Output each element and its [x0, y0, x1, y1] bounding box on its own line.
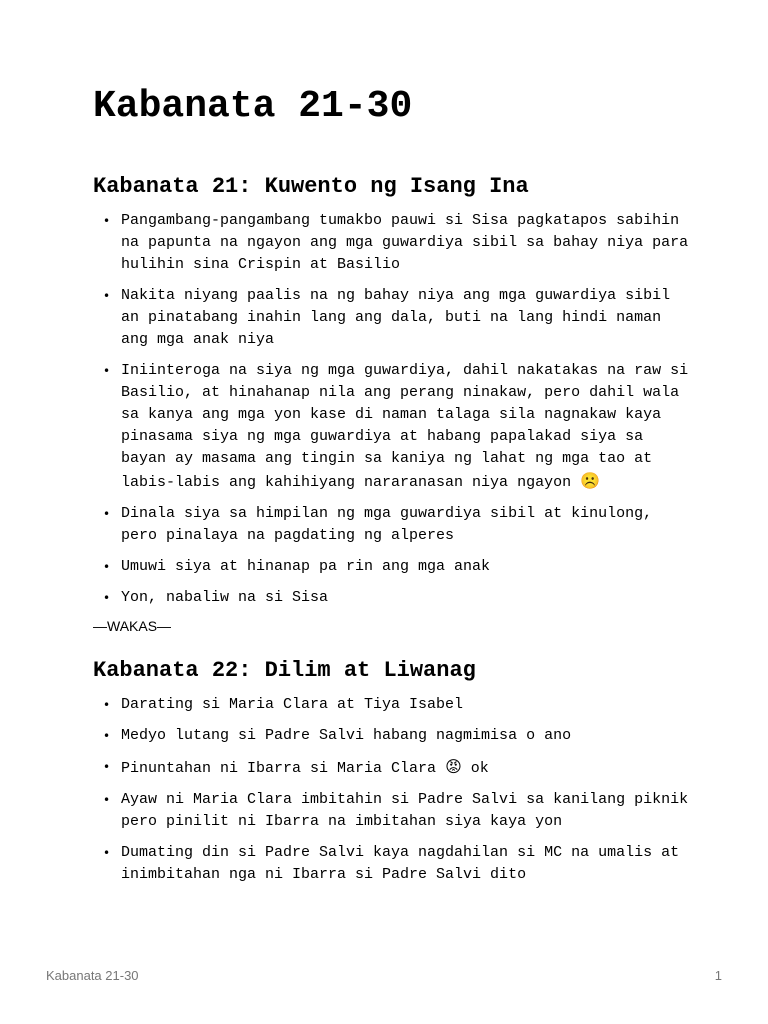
bullet-icon: • — [103, 214, 111, 228]
footer-page-number: 1 — [714, 968, 722, 983]
list-item: • Iniinteroga na siya ng mga guwardiya, dahil nakatakas na raw si Basilio, at hinahanap nila ang perang ninakaw, pero dahil wala sa kanya ang mga yon kase di naman talaga sila nagnakaw kaya pinasama siya ng mga guwardiya at habang papalakad siya sa bayan ay masama ang tingin sa kaniya ng lahat ng mga tao at labis-labis ang kahihiyang nararanasan niya ngayon ☹️ — [103, 362, 698, 491]
list-item: • Ayaw ni Maria Clara imbitahin si Padre Salvi sa kanilang piknik pero pinilit ni Ibarra na imbitahan siya kaya yon — [103, 791, 698, 830]
list-item: • Dumating din si Padre Salvi kaya nagdahilan si MC na umalis at inimbitahan nga ni Ibarra si Padre Salvi dito — [103, 844, 689, 883]
bullet-icon: • — [103, 289, 111, 303]
bullet-icon: • — [103, 591, 111, 605]
list-item: • Nakita niyang paalis na ng bahay niya ang mga guwardiya sibil an pinatabang inahin lang ang dala, buti na lang hindi naman ang mga anak niya — [103, 287, 680, 348]
section-list-kabanata-22 — [93, 694, 698, 886]
bullet-icon: • — [103, 760, 111, 774]
section-heading-kabanata-22: Kabanata 22: Dilim at Liwanag — [93, 658, 476, 683]
list-item: • Pinuntahan ni Ibarra si Maria Clara 😡 ok — [103, 757, 489, 777]
wakas-marker: —WAKAS— — [93, 618, 172, 634]
bullet-icon: • — [103, 846, 111, 860]
bullet-icon: • — [103, 729, 111, 743]
bullet-icon: • — [103, 507, 111, 521]
section-list-kabanata-21 — [93, 210, 698, 609]
list-item: • Medyo lutang si Padre Salvi habang nagmimisa o ano — [93, 725, 693, 747]
bullet-icon: • — [103, 560, 111, 574]
bullet-icon: • — [103, 793, 111, 807]
list-item: • Darating si Maria Clara at Tiya Isabel — [93, 694, 693, 716]
bullet-icon: • — [103, 364, 111, 378]
list-item: • Pangambang-pangambang tumakbo pauwi si Sisa pagkatapos sabihin na papunta na ngayon ang mga guwardiya sibil sa bahay niya para hulihin sina Crispin at Basilio — [103, 212, 698, 273]
angry-face-icon: 😡 — [445, 757, 462, 776]
list-item: • Dinala siya sa himpilan ng mga guwardiya sibil at kinulong, pero pinalaya na pagdating ng alperes — [103, 505, 662, 544]
document-body — [93, 84, 698, 895]
bullet-icon: • — [103, 698, 111, 712]
list-item: • Umuwi siya at hinanap pa rin ang mga anak — [93, 556, 693, 578]
footer-document-title: Kabanata 21-30 — [46, 968, 139, 983]
section-heading-kabanata-21: Kabanata 21: Kuwento ng Isang Ina — [93, 174, 529, 199]
sad-face-icon: ☹️ — [580, 471, 601, 490]
page-title: Kabanata 21-30 — [93, 85, 413, 128]
list-item: • Yon, nabaliw na si Sisa — [93, 587, 693, 609]
